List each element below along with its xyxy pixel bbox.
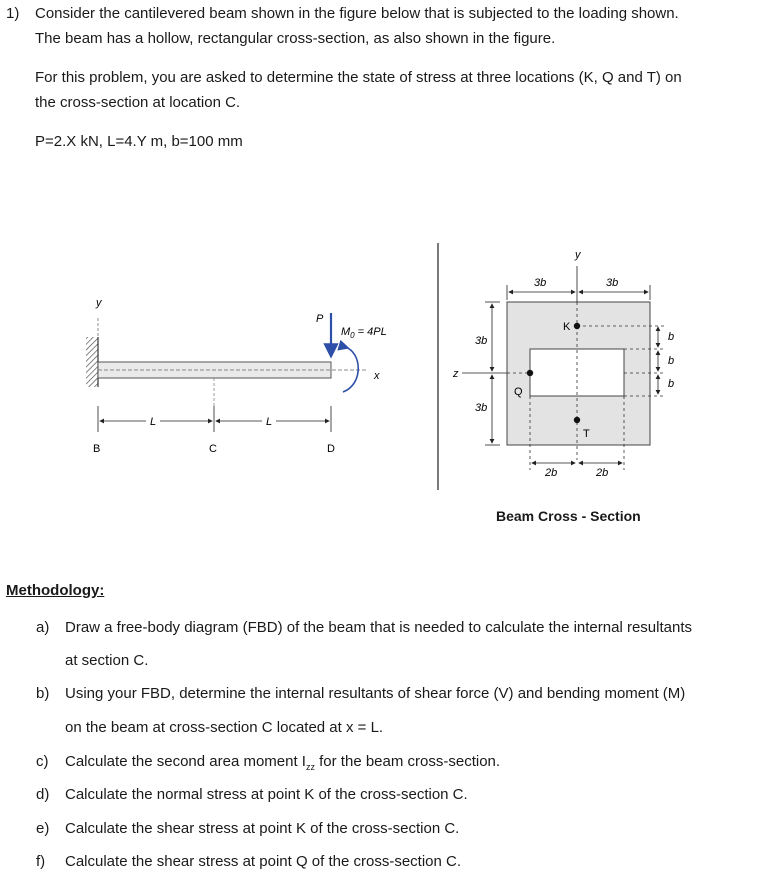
problem-line-2: The beam has a hollow, rectangular cross-section, as also shown in the figure. — [35, 30, 556, 47]
problem-parameters: P=2.X kN, L=4.Y m, b=100 mm — [35, 133, 243, 150]
dim-right-1: b — [668, 331, 675, 343]
dim-right-3: b — [668, 378, 675, 390]
item-c-label: c) — [36, 753, 49, 770]
point-K-label: K — [563, 321, 571, 333]
item-a-line-1: Draw a free-body diagram (FBD) of the beam that is needed to calculate the internal resultants — [65, 619, 692, 636]
item-e-label: e) — [36, 820, 50, 837]
item-b-line-2: on the beam at cross-section C located at x = L. — [65, 719, 384, 736]
point-D-label: D — [327, 443, 335, 455]
moment-arrow — [343, 347, 358, 392]
item-f-label: f) — [36, 853, 46, 870]
beam-x-label: x — [374, 370, 380, 382]
item-a-label: a) — [36, 619, 50, 636]
dim-right-2: b — [668, 355, 675, 367]
point-Q-label: Q — [514, 386, 523, 398]
point-C-label: C — [209, 443, 217, 455]
point-T — [574, 417, 580, 423]
item-b-label: b) — [36, 685, 50, 702]
dim-bottom-right: 2b — [596, 467, 609, 479]
point-T-label: T — [583, 428, 590, 440]
dim-L-1: L — [150, 416, 157, 428]
dim-top-left: 3b — [534, 277, 547, 289]
item-f-text: Calculate the shear stress at point Q of the cross-section C. — [65, 853, 462, 870]
dim-bottom-left: 2b — [545, 467, 558, 479]
dim-top-right: 3b — [606, 277, 619, 289]
problem-line-1: Consider the cantilevered beam shown in the figure below that is subjected to the loading shown. — [35, 5, 679, 22]
section-y-label: y — [575, 249, 581, 261]
cross-section-figure — [452, 249, 674, 479]
cross-section-caption: Beam Cross - Section — [496, 508, 641, 524]
point-B-label: B — [93, 443, 101, 455]
item-b-line-1: Using your FBD, determine the internal resultants of shear force (V) and bending moment (M) — [65, 685, 686, 702]
fixed-support-wall — [86, 337, 98, 387]
load-P-label: P — [316, 313, 324, 325]
beam-y-label: y — [96, 297, 102, 309]
problem-number: 1) — [6, 5, 20, 22]
point-K — [574, 323, 580, 329]
dim-left-upper: 3b — [475, 335, 488, 347]
item-d-label: d) — [36, 786, 50, 803]
item-d-text: Calculate the normal stress at point K of the cross-section C. — [65, 786, 468, 803]
methodology-heading: Methodology: — [6, 582, 105, 599]
point-Q — [527, 370, 533, 376]
item-c-text: Calculate the second area moment $I_{zz}$ for the beam cross-section. — [65, 753, 501, 772]
beam-figure — [86, 297, 387, 455]
item-a-line-2: at section C. — [65, 652, 149, 669]
problem-line-4: the cross-section at location C. — [35, 94, 241, 111]
section-z-label: z — [453, 368, 459, 380]
dim-left-lower: 3b — [475, 402, 488, 414]
dim-L-2: L — [266, 416, 273, 428]
problem-line-3: For this problem, you are asked to determine the state of stress at three locations (K, Q and T) on — [35, 69, 682, 86]
moment-label: $M_0 = 4PL$ — [341, 326, 387, 340]
item-e-text: Calculate the shear stress at point K of the cross-section C. — [65, 820, 460, 837]
